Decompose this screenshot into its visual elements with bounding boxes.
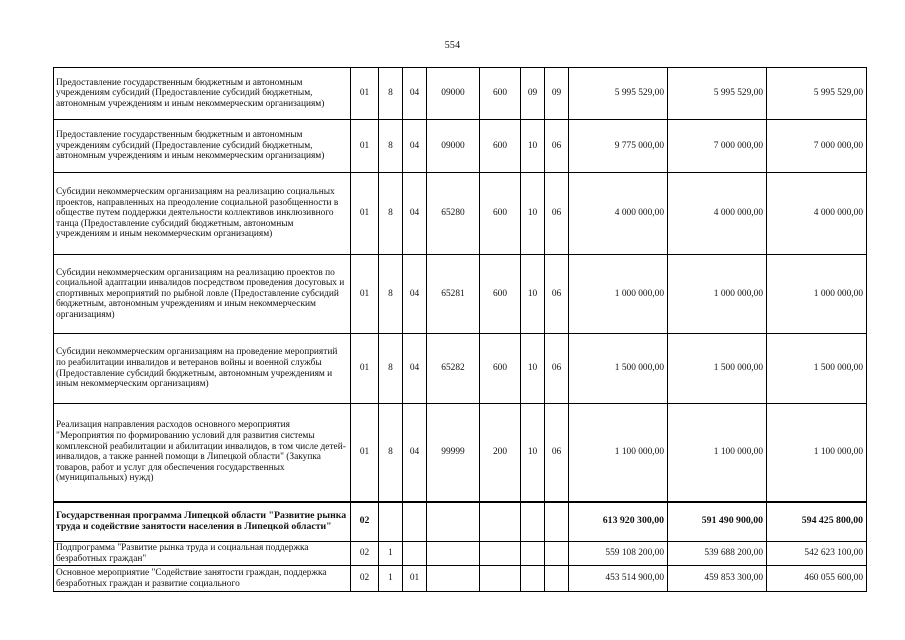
code-program: 01 (351, 334, 379, 404)
code-event (403, 542, 427, 566)
code-subprogram: 1 (379, 542, 403, 566)
table-body (54, 68, 867, 592)
code-subsection (545, 542, 569, 566)
amount-year-2: 1 100 000,00 (668, 404, 767, 502)
amount-year-2: 7 000 000,00 (668, 120, 767, 173)
code-subprogram: 8 (379, 68, 403, 120)
amount-year-2: 5 995 529,00 (668, 68, 767, 120)
code-subprogram: 8 (379, 404, 403, 502)
code-direction: 09000 (427, 120, 480, 173)
row-description: Субсидии некоммерческим организациям на проведение мероприятий по реабилитации инвалидов и ветеранов войны и военной службы (Предоставление субсидий бюджетным, автономным учреждениям и иным некоммерческим организациям) (54, 334, 351, 404)
code-program: 01 (351, 255, 379, 334)
code-program: 01 (351, 173, 379, 255)
code-section: 10 (521, 404, 545, 502)
code-section (521, 542, 545, 566)
code-direction: 65280 (427, 173, 480, 255)
amount-year-3: 1 000 000,00 (767, 255, 867, 334)
amount-year-1: 4 000 000,00 (569, 173, 668, 255)
amount-year-1: 613 920 300,00 (569, 502, 668, 542)
amount-year-1: 1 500 000,00 (569, 334, 668, 404)
code-expense-type (480, 542, 521, 566)
code-subsection: 06 (545, 173, 569, 255)
amount-year-2: 459 853 300,00 (668, 566, 767, 592)
code-direction: 65282 (427, 334, 480, 404)
code-program: 01 (351, 404, 379, 502)
amount-year-2: 1 000 000,00 (668, 255, 767, 334)
amount-year-3: 594 425 800,00 (767, 502, 867, 542)
row-description: Основное мероприятие "Содействие занятости граждан, поддержка безработных граждан и развитие социального (54, 566, 351, 592)
code-direction (427, 502, 480, 542)
code-direction: 09000 (427, 68, 480, 120)
amount-year-2: 591 490 900,00 (668, 502, 767, 542)
row-description: Субсидии некоммерческим организациям на реализацию социальных проектов, направленных на преодоление социальной разобщенности в обществе путем поддержки деятельности коллективов инклюзивного танца (Предоставление субсидий бюджетным, автономным учреждениям и иным некоммерческим организациям) (54, 173, 351, 255)
table-row (54, 255, 867, 334)
code-subprogram: 8 (379, 255, 403, 334)
code-program: 02 (351, 502, 379, 542)
code-subsection (545, 566, 569, 592)
row-description: Государственная программа Липецкой области "Развитие рынка труда и содействие занятости населения в Липецкой области" (54, 502, 351, 542)
code-event: 01 (403, 566, 427, 592)
code-subprogram: 1 (379, 566, 403, 592)
code-direction (427, 566, 480, 592)
amount-year-3: 1 100 000,00 (767, 404, 867, 502)
code-expense-type (480, 502, 521, 542)
code-expense-type: 200 (480, 404, 521, 502)
row-description: Реализация направления расходов основного мероприятия "Мероприятия по формированию условий для развития системы комплексной реабилитации и абилитации инвалидов, в том числе детей-инвалидов, а также ранней помощи в Липецкой области" (Закупка товаров, работ и услуг для обеспечения государственных (муниципальных) нужд) (54, 404, 351, 502)
code-section: 10 (521, 334, 545, 404)
amount-year-1: 9 775 000,00 (569, 120, 668, 173)
amount-year-3: 1 500 000,00 (767, 334, 867, 404)
code-event: 04 (403, 404, 427, 502)
code-program: 01 (351, 120, 379, 173)
amount-year-1: 5 995 529,00 (569, 68, 668, 120)
code-expense-type: 600 (480, 173, 521, 255)
amount-year-3: 7 000 000,00 (767, 120, 867, 173)
code-expense-type: 600 (480, 334, 521, 404)
table-row (54, 502, 867, 542)
code-program: 02 (351, 566, 379, 592)
table-row (54, 404, 867, 502)
amount-year-1: 1 100 000,00 (569, 404, 668, 502)
code-subprogram: 8 (379, 173, 403, 255)
amount-year-1: 453 514 900,00 (569, 566, 668, 592)
code-expense-type (480, 566, 521, 592)
code-subsection (545, 502, 569, 542)
code-event: 04 (403, 255, 427, 334)
code-subsection: 06 (545, 120, 569, 173)
code-section (521, 566, 545, 592)
code-event: 04 (403, 173, 427, 255)
page-number: 554 (444, 40, 461, 51)
code-subprogram: 8 (379, 120, 403, 173)
row-description: Предоставление государственным бюджетным и автономным учреждениям субсидий (Предоставление субсидий бюджетным, автономным учреждениям и иным некоммерческим организациям) (54, 68, 351, 120)
row-description: Подпрограмма "Развитие рынка труда и социальная поддержка безработных граждан" (54, 542, 351, 566)
code-event: 04 (403, 68, 427, 120)
code-expense-type: 600 (480, 68, 521, 120)
amount-year-2: 4 000 000,00 (668, 173, 767, 255)
row-description: Предоставление государственным бюджетным и автономным учреждениям субсидий (Предоставление субсидий бюджетным, автономным учреждениям и иным некоммерческим организациям) (54, 120, 351, 173)
code-direction: 65281 (427, 255, 480, 334)
code-subprogram (379, 502, 403, 542)
table-row (54, 173, 867, 255)
code-section: 10 (521, 173, 545, 255)
code-event: 04 (403, 334, 427, 404)
table-row (54, 566, 867, 592)
amount-year-1: 559 108 200,00 (569, 542, 668, 566)
code-program: 01 (351, 68, 379, 120)
code-subsection: 09 (545, 68, 569, 120)
code-section: 10 (521, 120, 545, 173)
table-row (54, 68, 867, 120)
budget-table (53, 67, 867, 592)
amount-year-3: 5 995 529,00 (767, 68, 867, 120)
row-description: Субсидии некоммерческим организациям на реализацию проектов по социальной адаптации инвалидов посредством проведения досуговых и спортивных мероприятий по рыбной ловле (Предоставление субсидий бюджетным, автономным учреждениям и иным некоммерческим организациям) (54, 255, 351, 334)
code-subsection: 06 (545, 404, 569, 502)
code-direction: 99999 (427, 404, 480, 502)
code-expense-type: 600 (480, 120, 521, 173)
table-row (54, 542, 867, 566)
table-row (54, 120, 867, 173)
amount-year-1: 1 000 000,00 (569, 255, 668, 334)
code-event: 04 (403, 120, 427, 173)
code-event (403, 502, 427, 542)
code-section (521, 502, 545, 542)
amount-year-2: 1 500 000,00 (668, 334, 767, 404)
amount-year-3: 4 000 000,00 (767, 173, 867, 255)
amount-year-2: 539 688 200,00 (668, 542, 767, 566)
table-row (54, 334, 867, 404)
code-program: 02 (351, 542, 379, 566)
code-subsection: 06 (545, 334, 569, 404)
code-expense-type: 600 (480, 255, 521, 334)
code-section: 10 (521, 255, 545, 334)
amount-year-3: 542 623 100,00 (767, 542, 867, 566)
code-subsection: 06 (545, 255, 569, 334)
code-subprogram: 8 (379, 334, 403, 404)
code-direction (427, 542, 480, 566)
code-section: 09 (521, 68, 545, 120)
amount-year-3: 460 055 600,00 (767, 566, 867, 592)
